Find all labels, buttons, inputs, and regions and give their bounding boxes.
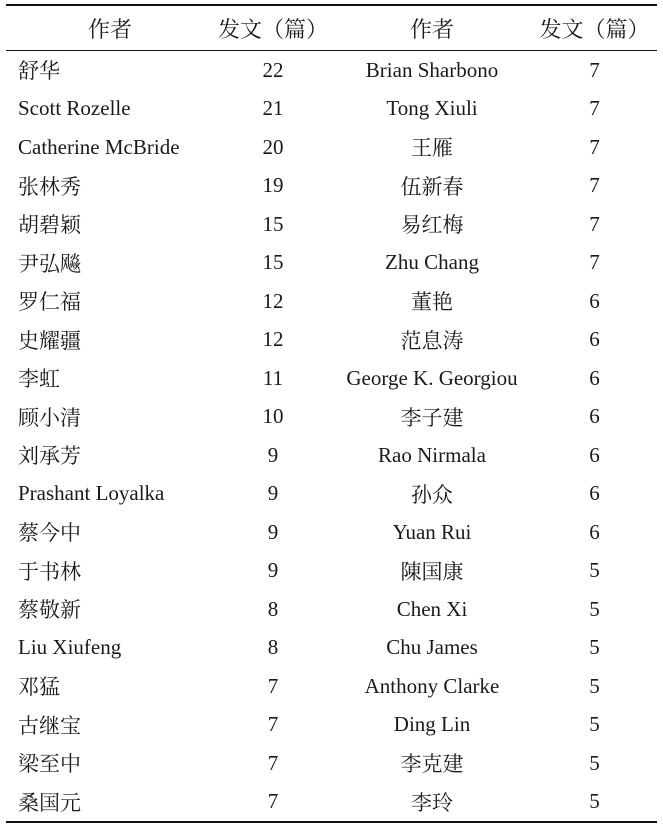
cell-author-right: 王雁: [411, 136, 453, 161]
cell-count-right: 5: [589, 789, 600, 814]
cell-author-left: 蔡今中: [18, 521, 81, 546]
cell-count-right: 6: [589, 481, 600, 506]
cell-author-right: Ding Lin: [393, 712, 471, 737]
cell-count-right: 6: [589, 404, 600, 429]
cell-author-left: Scott Rozelle: [18, 96, 131, 121]
cell-count-left: 12: [262, 327, 284, 352]
table-row: [6, 90, 657, 129]
cell-count-right: 7: [589, 250, 600, 275]
cell-count-left: 8: [267, 635, 279, 660]
cell-count-right: 7: [589, 211, 600, 236]
cell-count-right: 6: [589, 365, 600, 390]
table-row: [6, 398, 657, 437]
cell-count-right: 6: [589, 327, 600, 352]
cell-count-right: 7: [589, 173, 600, 198]
table-row: [6, 513, 657, 552]
table-row: [6, 436, 657, 475]
table-row: [6, 167, 657, 206]
cell-count-left: 10: [262, 404, 284, 429]
table-row: [6, 706, 657, 745]
cell-author-right: 董艳: [411, 290, 453, 315]
cell-count-left: 9: [267, 481, 279, 506]
cell-count-left: 7: [267, 750, 279, 775]
cell-count-right: 5: [589, 635, 600, 660]
cell-count-right: 6: [589, 519, 600, 544]
cell-count-right: 5: [589, 750, 600, 775]
cell-count-left: 7: [267, 789, 279, 814]
cell-author-left: Prashant Loyalka: [18, 481, 165, 506]
cell-count-right: 6: [589, 288, 600, 313]
header-count-right: 发文（篇）: [539, 17, 650, 43]
table-row: [6, 282, 657, 321]
cell-author-right: George K. Georgiou: [346, 365, 518, 390]
table-row: [6, 590, 657, 629]
cell-author-left: 尹弘飚: [18, 251, 81, 276]
cell-author-left: 于书林: [18, 559, 81, 584]
cell-author-left: 史耀疆: [18, 328, 81, 353]
cell-author-left: 梁至中: [18, 752, 81, 777]
cell-author-left: 刘承芳: [18, 444, 81, 469]
cell-author-right: Rao Nirmala: [378, 442, 486, 467]
cell-author-left: 胡碧颖: [18, 213, 81, 238]
author-table-container: [6, 4, 657, 823]
table-body: [6, 51, 657, 823]
table-row: [6, 51, 657, 90]
cell-count-left: 12: [262, 288, 284, 313]
cell-author-right: 李克建: [400, 752, 464, 777]
cell-author-right: 孙众: [411, 482, 453, 507]
cell-author-right: Chu James: [386, 635, 478, 660]
cell-author-right: 李玲: [411, 790, 453, 815]
table-row: [6, 744, 657, 783]
table-header-row: [6, 5, 657, 51]
cell-author-right: Brian Sharbono: [365, 57, 499, 82]
table-row: [6, 205, 657, 244]
table-row: [6, 783, 657, 823]
cell-count-left: 8: [267, 596, 279, 621]
header-author-left: 作者: [87, 17, 132, 43]
table-row: [6, 321, 657, 360]
cell-count-right: 5: [589, 558, 600, 583]
cell-count-left: 19: [262, 173, 284, 198]
cell-count-right: 5: [589, 712, 600, 737]
cell-author-left: 邓猛: [18, 675, 60, 700]
cell-author-right: 易红梅: [400, 213, 464, 238]
cell-author-right: 陳国康: [400, 559, 464, 584]
cell-count-left: 7: [267, 673, 279, 698]
cell-count-right: 7: [589, 134, 600, 159]
cell-count-left: 11: [262, 365, 284, 390]
cell-author-left: 顾小清: [18, 405, 81, 430]
cell-author-left: 舒华: [18, 59, 60, 84]
author-publication-table: [6, 4, 657, 823]
cell-count-left: 15: [262, 211, 284, 236]
cell-author-left: 桑国元: [18, 790, 81, 815]
cell-author-right: 李子建: [400, 405, 464, 430]
table-row: [6, 552, 657, 591]
cell-count-right: 7: [589, 96, 600, 121]
cell-author-right: Yuan Rui: [392, 519, 472, 544]
cell-count-left: 9: [267, 519, 279, 544]
table-row: [6, 244, 657, 283]
cell-count-left: 9: [267, 558, 279, 583]
cell-count-right: 5: [589, 596, 600, 621]
cell-author-left: 张林秀: [18, 174, 81, 199]
cell-count-right: 5: [589, 673, 600, 698]
cell-author-left: 李虹: [18, 367, 60, 392]
cell-count-right: 6: [589, 442, 600, 467]
table-row: [6, 667, 657, 706]
cell-author-right: Tong Xiuli: [386, 96, 478, 121]
cell-author-left: 罗仁福: [18, 290, 81, 315]
cell-author-left: Catherine McBride: [18, 134, 180, 159]
table-row: [6, 359, 657, 398]
cell-count-left: 20: [262, 134, 284, 159]
cell-author-right: 伍新春: [400, 174, 464, 199]
cell-count-left: 22: [262, 57, 284, 82]
cell-count-right: 7: [589, 57, 600, 82]
cell-author-left: 古继宝: [18, 713, 81, 738]
cell-count-left: 9: [267, 442, 279, 467]
header-author-right: 作者: [409, 17, 454, 43]
table-row: [6, 475, 657, 514]
cell-count-left: 7: [267, 712, 279, 737]
cell-author-right: Chen Xi: [396, 596, 468, 621]
cell-count-left: 21: [262, 96, 284, 121]
cell-author-left: Liu Xiufeng: [18, 635, 122, 660]
cell-count-left: 15: [262, 250, 284, 275]
header-count-left: 发文（篇）: [217, 17, 328, 43]
cell-author-right: 范息涛: [400, 328, 464, 353]
cell-author-left: 蔡敬新: [18, 598, 81, 623]
table-row: [6, 128, 657, 167]
cell-author-right: Anthony Clarke: [364, 673, 500, 698]
table-row: [6, 629, 657, 668]
cell-author-right: Zhu Chang: [385, 250, 479, 275]
